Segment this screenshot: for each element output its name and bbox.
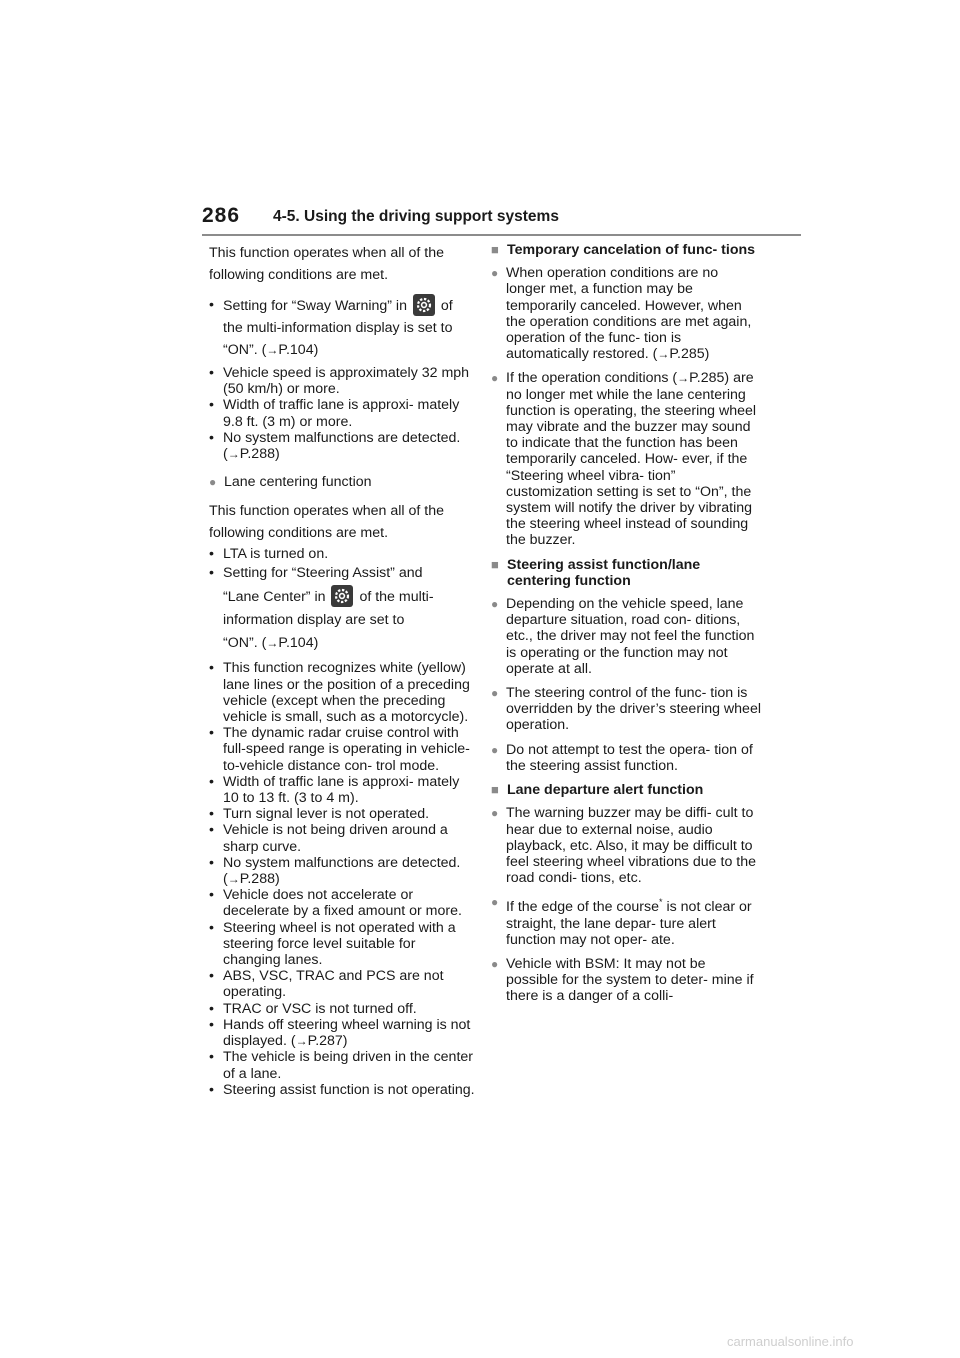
- bullet-paragraph: ● Do not attempt to test the opera- tion of the steering assist function.: [491, 742, 761, 774]
- condition-list-centering: [209, 546, 475, 1098]
- lane-departure-heading: ■ Lane departure alert function: [491, 782, 761, 798]
- list-item: • Width of traffic lane is approxi- mately 9.8 ft. (3 m) or more.: [209, 397, 475, 429]
- page-header: [202, 204, 802, 236]
- list-item: • Hands off steering wheel warning is not displayed. (→P.287): [209, 1017, 475, 1049]
- lane-centering-heading: ● Lane centering function: [209, 472, 475, 492]
- footnote-marker: *: [659, 897, 663, 908]
- list-item: • Vehicle is not being driven around a sharp curve.: [209, 822, 475, 854]
- condition-list-sway: [209, 294, 475, 462]
- bullet-paragraph: ● The warning buzzer may be diffi- cult to hear due to external noise, audio playback, etc. Also, it may be difficult to feel steering wheel vibrations due to the road condi- tions, etc.: [491, 805, 761, 886]
- bullet-paragraph: ● When operation conditions are no longer met, a function may be temporarily canceled. However, when the operation conditions are met again, operation of the func- tion is automatically restored. (→P.285): [491, 265, 761, 362]
- list-item: • This function recognizes white (yellow) lane lines or the position of a preceding vehicle (except when the preceding vehicle is small, such as a motorcycle).: [209, 660, 475, 725]
- settings-gear-icon: [331, 585, 353, 607]
- list-item: • Vehicle speed is approximately 32 mph (50 km/h) or more.: [209, 365, 475, 397]
- list-item: • Width of traffic lane is approxi- mately 10 to 13 ft. (3 to 4 m).: [209, 774, 475, 806]
- arrow-icon: →: [657, 347, 670, 362]
- temporary-cancelation-heading: ■ Temporary cancelation of func- tions: [491, 242, 761, 258]
- arrow-icon: →: [266, 343, 279, 357]
- bullet-paragraph: ● Vehicle with BSM: It may not be possible for the system to deter- mine if there is a danger of a colli-: [491, 956, 761, 1005]
- list-item: • Steering assist function is not operating.: [209, 1082, 475, 1098]
- list-item: • Vehicle does not accelerate or decelerate by a fixed amount or more.: [209, 887, 475, 919]
- intro-paragraph-2: This function operates when all of the following conditions are met.: [209, 503, 445, 542]
- arrow-icon: →: [295, 1034, 308, 1049]
- arrow-icon: →: [266, 636, 279, 651]
- page-number: 286: [202, 204, 241, 227]
- right-column: [491, 242, 761, 1013]
- list-item: • No system malfunctions are detected. (→P.288): [209, 430, 475, 462]
- section-title: 4-5. Using the driving support systems: [273, 208, 559, 225]
- list-item: • Turn signal lever is not operated.: [209, 806, 475, 822]
- watermark: carmanualsonline.info: [727, 1334, 854, 1349]
- list-item: • Setting for “Sway Warning” in of the multi-information display is set to “ON”. (→P.104): [209, 294, 475, 361]
- arrow-icon: →: [677, 371, 690, 386]
- intro-paragraph: This function operates when all of the following conditions are met.: [209, 245, 445, 283]
- list-item: • LTA is turned on.: [209, 546, 475, 562]
- left-column: [209, 242, 475, 1108]
- arrow-icon: →: [227, 447, 240, 462]
- settings-gear-icon: [413, 294, 435, 316]
- header-rule: [202, 234, 801, 236]
- list-item: • TRAC or VSC is not turned off.: [209, 1001, 475, 1017]
- bullet-paragraph: ● If the operation conditions (→P.285) are no longer met while the lane centering function is operating, the steering wheel may vibrate and the buzzer may sound to indicate that the function has been temporarily canceled. How- ever, if the “Steering wheel vibra- tion” customization setting is set to “On”, the system will notify the driver by vibrating the steering wheel instead of sounding the buzzer.: [491, 370, 761, 548]
- arrow-icon: →: [227, 872, 240, 887]
- list-item: • No system malfunctions are detected. (→P.288): [209, 855, 475, 887]
- steering-assist-heading: ■ Steering assist function/lane centering function: [491, 557, 761, 589]
- bullet-paragraph: ● If the edge of the course* is not clear or straight, the lane depar- ture alert function may not oper- ate.: [491, 894, 761, 948]
- list-item: • The vehicle is being driven in the center of a lane.: [209, 1049, 475, 1081]
- list-item: • Steering wheel is not operated with a steering force level suitable for changing lanes.: [209, 920, 475, 969]
- list-item: • The dynamic radar cruise control with full-speed range is operating in vehicle-to-vehicle distance con- trol mode.: [209, 725, 475, 774]
- bullet-paragraph: ● Depending on the vehicle speed, lane departure situation, road con- ditions, etc., the driver may not feel the function is operating or the function may not operate at all.: [491, 596, 761, 677]
- list-item: • Setting for “Steering Assist” and “Lane Center” in of the multi- information display are set to “ON”. (→P.104): [209, 562, 475, 655]
- list-item: • ABS, VSC, TRAC and PCS are not operating.: [209, 968, 475, 1000]
- bullet-paragraph: ● The steering control of the func- tion is overridden by the driver’s steering wheel operation.: [491, 685, 761, 734]
